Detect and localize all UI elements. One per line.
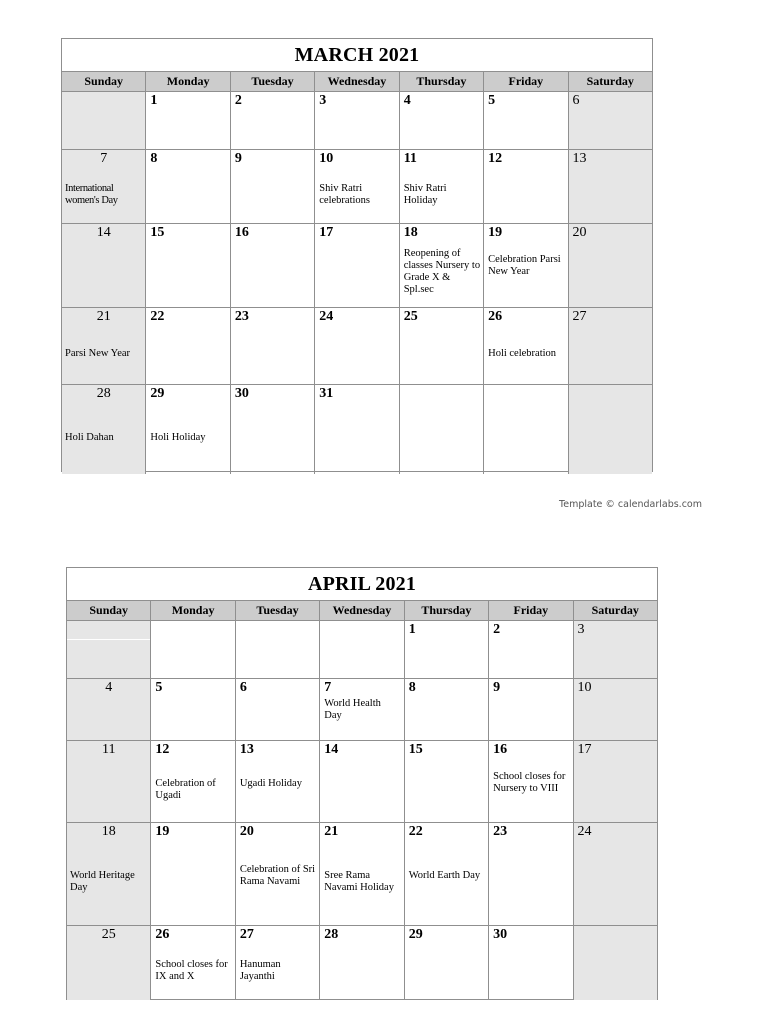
day-cell-24	[314, 308, 398, 384]
event-note: World Health Day	[324, 698, 381, 721]
day-cell-18	[67, 823, 150, 925]
day-cell-6	[568, 92, 652, 149]
day-cell-13	[235, 741, 319, 822]
event-note: Celebration Parsi New Year	[488, 254, 561, 277]
day-number: 4	[403, 93, 411, 108]
day-number: 24	[577, 824, 592, 839]
day-number: 3	[577, 622, 585, 637]
weekday-wednesday: Wednesday	[314, 72, 398, 91]
weekday-friday: Friday	[488, 601, 572, 620]
empty-day-cell	[573, 926, 657, 1000]
event-note: Celebration of Ugadi	[155, 778, 216, 801]
week-row	[67, 740, 657, 822]
day-cell-10	[573, 679, 657, 740]
week-row	[67, 620, 657, 678]
day-number: 26	[488, 309, 503, 324]
day-number: 4	[105, 680, 113, 695]
day-number: 16	[493, 742, 508, 757]
day-cell-19	[150, 823, 234, 925]
day-number: 17	[319, 225, 334, 240]
day-number: 16	[234, 225, 249, 240]
empty-day-cell	[67, 621, 150, 678]
day-number: 11	[101, 742, 116, 757]
day-cell-28	[319, 926, 403, 1000]
day-cell-9	[488, 679, 572, 740]
day-cell-27	[235, 926, 319, 1000]
weekday-tuesday: Tuesday	[230, 72, 314, 91]
day-cell-15	[145, 224, 229, 307]
day-cell-30	[488, 926, 572, 1000]
empty-day-cell	[399, 385, 483, 474]
day-cell-23	[230, 308, 314, 384]
day-number: 19	[155, 824, 170, 839]
event-note: Holi Holiday	[150, 432, 206, 443]
day-cell-20	[568, 224, 652, 307]
day-cell-27	[568, 308, 652, 384]
day-number: 29	[408, 927, 423, 942]
event-note: Parsi New Year	[65, 348, 131, 359]
day-number: 29	[150, 386, 165, 401]
event-note: Ugadi Holiday	[239, 778, 302, 789]
day-cell-3	[314, 92, 398, 149]
day-cell-2	[230, 92, 314, 149]
event-note: Holi Dahan	[65, 432, 114, 443]
day-cell-19	[483, 224, 567, 307]
week-row	[67, 925, 657, 1000]
event-note: World Earth Day	[408, 870, 481, 881]
day-cell-11	[67, 741, 150, 822]
weekday-header	[62, 71, 652, 91]
day-number: 6	[239, 680, 247, 695]
event-note: School closes for Nursery to VIII	[493, 771, 566, 794]
day-number: 23	[234, 309, 249, 324]
day-cell-15	[404, 741, 488, 822]
day-cell-21	[319, 823, 403, 925]
day-cell-25	[399, 308, 483, 384]
day-number: 23	[493, 824, 508, 839]
day-cell-16	[230, 224, 314, 307]
day-number: 26	[155, 927, 170, 942]
day-number: 5	[155, 680, 163, 695]
empty-day-cell	[235, 621, 319, 678]
calendar-grid	[62, 91, 652, 474]
template-credit: Template © calendarlabs.com	[559, 499, 702, 510]
week-row	[67, 678, 657, 740]
day-number: 21	[324, 824, 339, 839]
day-cell-6	[235, 679, 319, 740]
day-cell-16	[488, 741, 572, 822]
day-cell-26	[483, 308, 567, 384]
day-cell-10	[314, 150, 398, 223]
day-cell-17	[314, 224, 398, 307]
day-number: 5	[488, 93, 496, 108]
week-row	[62, 91, 652, 149]
event-note: Shiv Ratri Holiday	[403, 183, 447, 206]
day-number: 30	[234, 386, 249, 401]
weekday-thursday: Thursday	[404, 601, 488, 620]
week-row	[62, 223, 652, 307]
day-number: 9	[493, 680, 501, 695]
day-cell-9	[230, 150, 314, 223]
day-cell-30	[230, 385, 314, 474]
day-number: 1	[408, 622, 416, 637]
day-cell-4	[399, 92, 483, 149]
weekday-monday: Monday	[150, 601, 234, 620]
day-cell-25	[67, 926, 150, 1000]
day-cell-23	[488, 823, 572, 925]
event-note: Reopening of classes Nursery to Grade X & Spl.sec	[403, 248, 481, 295]
day-cell-29	[404, 926, 488, 1000]
calendar-grid	[67, 620, 657, 1000]
day-number: 3	[319, 93, 327, 108]
day-number: 12	[488, 151, 503, 166]
weekday-sunday: Sunday	[84, 74, 124, 88]
day-cell-24	[573, 823, 657, 925]
day-number: 1	[150, 93, 158, 108]
day-cell-20	[235, 823, 319, 925]
weekday-tuesday: Tuesday	[235, 601, 319, 620]
event-note: World Heritage Day	[70, 870, 135, 893]
day-cell-21	[62, 308, 145, 384]
day-number: 24	[319, 309, 334, 324]
day-cell-31	[314, 385, 398, 474]
day-number: 14	[96, 225, 111, 240]
day-cell-12	[483, 150, 567, 223]
day-number: 9	[234, 151, 242, 166]
day-cell-28	[62, 385, 145, 474]
day-number: 13	[239, 742, 254, 757]
day-cell-12	[150, 741, 234, 822]
day-number: 28	[96, 386, 111, 401]
cell-divider	[67, 639, 150, 640]
day-cell-11	[399, 150, 483, 223]
weekday-saturday: Saturday	[573, 601, 657, 620]
event-note: Celebration of Sri Rama Navami	[239, 864, 316, 887]
empty-day-cell	[568, 385, 652, 474]
day-number: 22	[408, 824, 423, 839]
april-2021-calendar	[66, 567, 658, 1000]
day-number: 21	[96, 309, 111, 324]
week-row	[62, 307, 652, 384]
day-number: 7	[100, 151, 108, 166]
weekday-header	[67, 600, 657, 620]
day-number: 30	[493, 927, 508, 942]
event-note: Holi celebration	[488, 348, 557, 359]
day-cell-7	[62, 150, 145, 223]
day-number: 20	[572, 225, 587, 240]
day-number: 19	[488, 225, 503, 240]
weekday-monday: Monday	[145, 72, 229, 91]
day-number: 27	[239, 927, 254, 942]
day-cell-13	[568, 150, 652, 223]
weekday-thursday: Thursday	[399, 72, 483, 91]
day-number: 28	[324, 927, 339, 942]
day-number: 25	[403, 309, 418, 324]
day-cell-3	[573, 621, 657, 678]
empty-day-cell	[483, 385, 567, 474]
day-number: 11	[403, 151, 417, 166]
day-cell-29	[145, 385, 229, 474]
day-number: 17	[577, 742, 592, 757]
week-row	[62, 384, 652, 474]
weekday-saturday: Saturday	[568, 72, 652, 91]
day-cell-18	[399, 224, 483, 307]
day-cell-4	[67, 679, 150, 740]
day-cell-5	[150, 679, 234, 740]
day-cell-22	[404, 823, 488, 925]
day-number: 2	[234, 93, 242, 108]
day-cell-8	[404, 679, 488, 740]
day-cell-14	[319, 741, 403, 822]
day-number: 27	[572, 309, 587, 324]
day-cell-1	[145, 92, 229, 149]
weekday-friday: Friday	[483, 72, 567, 91]
day-cell-26	[150, 926, 234, 1000]
event-note: International women's Day	[65, 183, 118, 206]
empty-day-cell	[319, 621, 403, 678]
day-cell-8	[145, 150, 229, 223]
day-number: 22	[150, 309, 165, 324]
day-number: 15	[150, 225, 165, 240]
event-note: Shiv Ratri celebrations	[319, 183, 370, 206]
day-number: 15	[408, 742, 423, 757]
day-number: 2	[493, 622, 501, 637]
day-number: 25	[101, 927, 116, 942]
event-note: Sree Rama Navami Holiday	[324, 870, 394, 893]
day-number: 12	[155, 742, 170, 757]
weekday-sunday: Sunday	[89, 603, 129, 617]
day-cell-22	[145, 308, 229, 384]
day-number: 14	[324, 742, 339, 757]
weekday-wednesday: Wednesday	[319, 601, 403, 620]
week-row	[67, 822, 657, 925]
day-number: 6	[572, 93, 580, 108]
day-number: 8	[150, 151, 158, 166]
week-row	[62, 149, 652, 223]
day-number: 18	[403, 225, 418, 240]
month-title: MARCH 2021	[294, 44, 420, 66]
day-cell-7	[319, 679, 403, 740]
day-number: 7	[324, 680, 332, 695]
day-number: 10	[577, 680, 592, 695]
day-cell-2	[488, 621, 572, 678]
day-cell-17	[573, 741, 657, 822]
day-cell-5	[483, 92, 567, 149]
month-title: APRIL 2021	[307, 573, 417, 595]
event-note: Hanuman Jayanthi	[239, 959, 281, 982]
day-number: 31	[319, 386, 334, 401]
event-note: School closes for IX and X	[155, 959, 228, 982]
day-cell-1	[404, 621, 488, 678]
empty-day-cell	[150, 621, 234, 678]
empty-day-cell	[62, 92, 145, 149]
day-cell-14	[62, 224, 145, 307]
day-number: 18	[101, 824, 116, 839]
day-number: 8	[408, 680, 416, 695]
march-2021-calendar	[61, 38, 653, 472]
day-number: 10	[319, 151, 334, 166]
day-number: 13	[572, 151, 587, 166]
day-number: 20	[239, 824, 254, 839]
